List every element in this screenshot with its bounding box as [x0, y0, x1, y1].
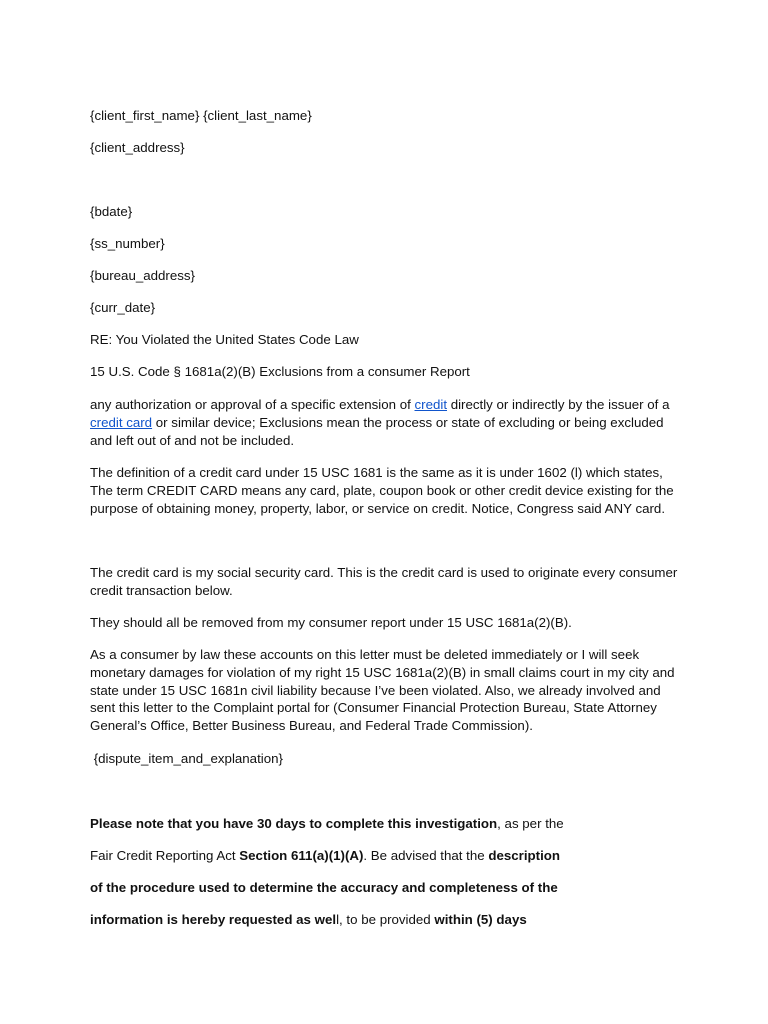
bureau-address: {bureau_address}	[90, 268, 195, 283]
dispute-item: {dispute_item_and_explanation}	[90, 751, 283, 766]
code-line: 15 U.S. Code § 1681a(2)(B) Exclusions from a consumer Report	[90, 364, 470, 379]
credit-link[interactable]: credit	[414, 397, 448, 412]
current-date: {curr_date}	[90, 300, 156, 315]
notice-line-3	[90, 879, 558, 897]
notice-bold-days: within (5) days	[434, 912, 527, 927]
exclusion-text-2: directly or indirectly by the issuer of a	[447, 397, 670, 412]
notice-bold-section: Section 611(a)(1)(A)	[239, 848, 364, 863]
notice-line-4	[90, 911, 527, 929]
exclusion-paragraph	[90, 396, 680, 449]
removal-paragraph: They should all be removed from my consumer report under 15 USC 1681a(2)(B).	[90, 615, 572, 630]
notice-text-2b: . Be advised that the	[363, 848, 489, 863]
notice-line-1	[90, 815, 564, 833]
ssn-card-paragraph: The credit card is my social security card. This is the credit card is used to originate every consumer credit transaction below.	[90, 565, 678, 598]
damages-paragraph: As a consumer by law these accounts on this letter must be deleted immediately or I will seek monetary damages for violation of my right 15 USC 1681a(2)(B) in small claims court in my city and state under 15 USC 1681n civil liability because I’ve been violated. Also, we already involved and sent this letter to the Complaint portal for (Consumer Financial Protection Bureau, State Attorney General’s Office, Better Business Bureau, and Federal Trade Commission).	[90, 647, 675, 734]
client-name: {client_first_name} {client_last_name}	[90, 108, 312, 123]
client-address: {client_address}	[90, 140, 185, 155]
exclusion-text-1: any authorization or approval of a specific extension of	[90, 397, 415, 412]
notice-bold-description: description	[488, 848, 561, 863]
notice-bold-deadline: Please note that you have 30 days to complete this investigation	[90, 816, 498, 831]
definition-paragraph: The definition of a credit card under 15 USC 1681 is the same as it is under 1602 (l) which states, The term CREDIT CARD means any card, plate, coupon book or other credit device existing for the purpose of obtaining money, property, labor, or service on credit. Notice, Congress said ANY card.	[90, 465, 674, 516]
notice-text-1: , as per the	[497, 816, 564, 831]
re-line: RE: You Violated the United States Code Law	[90, 332, 359, 347]
notice-text-4: l, to be provided	[336, 912, 435, 927]
ss-number: {ss_number}	[90, 236, 165, 251]
credit-card-link[interactable]: credit card	[90, 414, 153, 430]
notice-bold-procedure: of the procedure used to determine the accuracy and completeness of the	[90, 880, 558, 895]
notice-line-2	[90, 847, 560, 865]
notice-text-2a: Fair Credit Reporting Act	[90, 848, 240, 863]
notice-bold-information: information is hereby requested as wel	[90, 912, 337, 927]
exclusion-text-3: or similar device; Exclusions mean the process or state of excluding or being excluded and left out of and not be included.	[90, 414, 664, 448]
birth-date: {bdate}	[90, 204, 133, 219]
